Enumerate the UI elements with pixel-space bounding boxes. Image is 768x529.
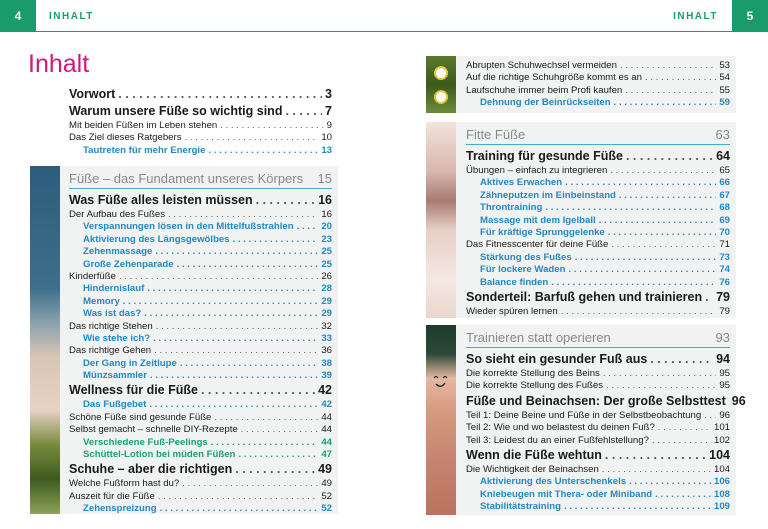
toc-entry-page: 76 bbox=[719, 276, 730, 288]
toc-entry[interactable] bbox=[466, 190, 730, 202]
toc-entry[interactable] bbox=[466, 148, 730, 165]
toc-entry[interactable] bbox=[69, 296, 332, 308]
toc-entry-title: Verspannungen lösen in den Mittelfußstrahlen bbox=[83, 221, 294, 233]
toc-entry-title: Große Zehenparade bbox=[83, 258, 174, 270]
toc-entry-title: Der Aufbau des Fußes bbox=[69, 209, 165, 220]
toc-entry-title: Sonderteil: Barfuß gehen und trainieren bbox=[466, 289, 703, 304]
toc-entry-title: Kinderfüße bbox=[69, 270, 116, 282]
toc-entry-title: Dehnung der Beinrückseiten bbox=[480, 97, 611, 109]
right-page bbox=[384, 0, 768, 529]
section-heading bbox=[466, 329, 730, 348]
toc-entry-page: 74 bbox=[719, 264, 730, 276]
page-number: 5 bbox=[732, 0, 768, 32]
toc-entry[interactable] bbox=[69, 103, 332, 120]
dot-leader bbox=[629, 476, 711, 488]
dot-leader bbox=[606, 380, 716, 392]
toc-entry-page: 16 bbox=[321, 209, 332, 220]
toc-section bbox=[69, 170, 332, 516]
dot-leader bbox=[545, 202, 716, 214]
toc-entry[interactable] bbox=[69, 192, 332, 209]
section-heading-page: 93 bbox=[715, 330, 730, 345]
toc-entry-title: Zehenmassage bbox=[83, 246, 153, 258]
toc-entry[interactable] bbox=[69, 503, 332, 515]
toc-entry-page: 20 bbox=[321, 221, 332, 233]
toc-entry-page: 67 bbox=[719, 189, 730, 201]
dot-leader bbox=[256, 192, 315, 209]
toc-entry-page: 32 bbox=[321, 320, 332, 332]
toc-entry-page: 28 bbox=[321, 283, 332, 295]
dot-leader bbox=[704, 410, 716, 422]
toc-entry[interactable] bbox=[69, 382, 332, 399]
toc-entry[interactable] bbox=[466, 97, 730, 109]
toc-entry-title: Auszeit für die Füße bbox=[69, 490, 155, 502]
header-rule bbox=[384, 31, 732, 32]
toc-entry[interactable] bbox=[69, 491, 332, 503]
toc-entry-page: 54 bbox=[719, 72, 730, 84]
dot-leader bbox=[626, 148, 713, 165]
dot-leader bbox=[158, 491, 318, 503]
daisy-photo bbox=[426, 56, 456, 113]
toc-continued bbox=[466, 60, 730, 110]
toc-entry-page: 66 bbox=[719, 177, 730, 189]
toc-entry-page: 79 bbox=[716, 289, 730, 304]
dot-leader bbox=[551, 277, 716, 289]
dot-leader bbox=[177, 259, 319, 271]
dot-leader bbox=[201, 382, 315, 399]
dot-leader bbox=[160, 503, 319, 515]
toc-entry-title: Übungen – einfach zu integrieren bbox=[466, 165, 608, 176]
toc-entry-title: Das Ziel dieses Ratgebers bbox=[69, 132, 182, 144]
toc-entry-title: Zähneputzen im Einbeinstand bbox=[480, 189, 616, 201]
toc-entry-page: 29 bbox=[321, 308, 332, 320]
section-heading-page: 63 bbox=[715, 127, 730, 142]
dot-leader bbox=[561, 306, 717, 318]
toc-entry-page: 33 bbox=[321, 332, 332, 344]
toc-entry-title: Selbst gemacht – schnelle DIY-Rezepte bbox=[69, 424, 238, 436]
toc-entry-title: Laufschuhe immer beim Profi kaufen bbox=[466, 84, 623, 96]
dot-leader bbox=[605, 447, 706, 464]
toc-entry-page: 47 bbox=[321, 449, 332, 461]
toc-entry[interactable] bbox=[69, 145, 332, 157]
dot-leader bbox=[599, 215, 717, 227]
toc-entry[interactable] bbox=[466, 165, 730, 177]
toc-entry-page: 44 bbox=[321, 424, 332, 436]
dot-leader bbox=[153, 333, 318, 345]
toc-entry-page: 69 bbox=[719, 214, 730, 226]
dot-leader bbox=[123, 296, 319, 308]
toc-entry-title: Schöne Füße sind gesunde Füße bbox=[69, 411, 212, 423]
dot-leader bbox=[645, 72, 716, 84]
toc-entry[interactable] bbox=[466, 422, 730, 434]
toc-entry-title: Wellness für die Füße bbox=[69, 383, 198, 398]
toc-entry[interactable] bbox=[466, 72, 730, 84]
toc-entry-page: 42 bbox=[318, 383, 332, 398]
toc-entry-page: 7 bbox=[325, 104, 332, 118]
toc-entry-title: Aktivierung des Unterschenkels bbox=[480, 476, 627, 488]
toc-entry-page: 23 bbox=[321, 233, 332, 245]
toc-entry-title: Vorwort bbox=[69, 87, 116, 101]
toc-entry-page: 52 bbox=[321, 490, 332, 502]
toc-entry[interactable] bbox=[466, 435, 730, 447]
dot-leader bbox=[568, 264, 716, 276]
toc-entry-page: 65 bbox=[719, 165, 730, 176]
toc-entry[interactable] bbox=[69, 321, 332, 333]
toc-entry-page: 96 bbox=[719, 409, 730, 421]
toc-entry-title: Schuhe – aber die richtigen bbox=[69, 462, 233, 477]
toc-entry-title: Die Wichtigkeit der Beinachsen bbox=[466, 463, 599, 475]
section-heading-page: 15 bbox=[317, 171, 332, 186]
toc-entry[interactable] bbox=[466, 289, 730, 306]
toc-entry-title: Für lockere Waden bbox=[480, 264, 566, 276]
toc-entry[interactable] bbox=[466, 239, 730, 251]
toc-entry[interactable] bbox=[69, 246, 332, 258]
dot-leader bbox=[208, 145, 318, 157]
dot-leader bbox=[241, 424, 319, 436]
toc-entry-title: Die korrekte Stellung des Beins bbox=[466, 368, 600, 379]
toc-entry[interactable] bbox=[69, 132, 332, 144]
dot-leader bbox=[603, 368, 716, 380]
toc-entry-page: 95 bbox=[719, 380, 730, 392]
toc-entry[interactable] bbox=[466, 202, 730, 214]
dot-leader bbox=[149, 399, 318, 411]
feet-photo bbox=[30, 166, 60, 514]
toc-section bbox=[466, 126, 730, 318]
toc-entry[interactable] bbox=[69, 221, 332, 233]
toc-entry-page: 106 bbox=[713, 476, 730, 488]
toc-entry-page: 10 bbox=[321, 132, 332, 144]
toc-entry-title: Das richtige Stehen bbox=[69, 320, 153, 332]
dot-leader bbox=[155, 246, 318, 258]
toc-entry-page: 95 bbox=[719, 368, 730, 379]
dot-leader bbox=[610, 165, 716, 177]
smiling-finger-photo bbox=[426, 325, 456, 515]
toc-entry[interactable] bbox=[69, 370, 332, 382]
dot-leader bbox=[150, 370, 318, 382]
toc-entry-title: Abrupten Schuhwechsel vermeiden bbox=[466, 60, 617, 71]
toc-entry-page: 59 bbox=[719, 97, 730, 109]
toc-entry[interactable] bbox=[466, 306, 730, 318]
toc-entry-title: Aktives Erwachen bbox=[480, 177, 563, 189]
page-number: 4 bbox=[0, 0, 36, 32]
toc-entry-page: 104 bbox=[713, 463, 730, 475]
toc-entry-page: 102 bbox=[713, 434, 730, 446]
toc-entry[interactable] bbox=[466, 447, 730, 464]
toc-entry[interactable] bbox=[69, 437, 332, 449]
dot-leader bbox=[235, 461, 315, 478]
toc-entry-title: Wieder spüren lernen bbox=[466, 305, 558, 317]
dot-leader bbox=[144, 308, 318, 320]
toc-entry-page: 39 bbox=[321, 370, 332, 382]
toc-entry-title: Memory bbox=[83, 295, 120, 307]
toc-entry-page: 44 bbox=[321, 411, 332, 423]
toc-entry-page: 26 bbox=[321, 270, 332, 282]
header-rule bbox=[36, 31, 384, 32]
running-head: INHALT bbox=[673, 11, 718, 22]
dot-leader bbox=[625, 85, 716, 97]
toc-entry[interactable] bbox=[466, 252, 730, 264]
toc-entry-title: Balance finden bbox=[480, 276, 549, 288]
toc-entry-title: Welche Fußform hast du? bbox=[69, 478, 180, 490]
toc-entry-title: Teil 2: Wie und wo belastest du deinen Fuß? bbox=[466, 422, 655, 434]
toc-entry-page: 44 bbox=[321, 436, 332, 448]
toc-entry-title: Stärkung des Fußes bbox=[480, 251, 572, 263]
running-head: INHALT bbox=[49, 11, 94, 22]
toc-entry-title: Wenn die Füße wehtun bbox=[466, 447, 602, 462]
toc-entry-title: Was ist das? bbox=[83, 308, 142, 320]
toc-entry[interactable] bbox=[69, 424, 332, 436]
toc-entry-page: 101 bbox=[713, 422, 730, 434]
toc-entry-title: Training für gesunde Füße bbox=[466, 149, 623, 163]
toc-entry[interactable] bbox=[69, 259, 332, 271]
toc-entry-page: 36 bbox=[321, 345, 332, 357]
toc-entry[interactable] bbox=[69, 308, 332, 320]
toc-entry-title: Tautreten für mehr Energie bbox=[83, 144, 206, 156]
toc-entry[interactable] bbox=[466, 393, 746, 410]
toc-entry-title: So sieht ein gesunder Fuß aus bbox=[466, 352, 648, 366]
toc-entry[interactable] bbox=[466, 227, 730, 239]
toc-entry-page: 3 bbox=[325, 87, 332, 101]
toc-entry[interactable] bbox=[466, 476, 730, 488]
dot-leader bbox=[285, 103, 322, 120]
toc-entry-title: Throntraining bbox=[480, 202, 543, 214]
dot-leader bbox=[652, 435, 711, 447]
toc-entry-page: 53 bbox=[719, 60, 730, 71]
toc-entry-page: 38 bbox=[321, 357, 332, 369]
page-title: Inhalt bbox=[28, 50, 90, 78]
toc-entry[interactable] bbox=[69, 333, 332, 345]
toc-entry-title: Das Fußgebet bbox=[83, 399, 147, 411]
toc-entry[interactable] bbox=[69, 345, 332, 357]
dot-leader bbox=[611, 239, 716, 251]
toc-entry[interactable] bbox=[466, 410, 730, 422]
toc-entry-title: Wie stehe ich? bbox=[83, 332, 151, 344]
toc-entry[interactable] bbox=[69, 271, 332, 283]
toc-entry[interactable] bbox=[69, 209, 332, 221]
toc-entry-page: 49 bbox=[318, 462, 332, 477]
toc-entry-page: 94 bbox=[716, 352, 730, 366]
toc-entry-page: 55 bbox=[719, 84, 730, 96]
toc-entry-title: Schüttel-Lotion bei müden Füßen bbox=[83, 449, 236, 461]
toc-entry[interactable] bbox=[466, 60, 730, 72]
toc-entry-page: 79 bbox=[719, 305, 730, 317]
dot-leader bbox=[214, 412, 318, 424]
toc-entry-page: 108 bbox=[713, 488, 730, 500]
section-heading bbox=[69, 170, 332, 189]
dot-leader bbox=[211, 437, 319, 449]
toc-entry-title: Stabilitätstraining bbox=[480, 501, 562, 513]
dot-leader bbox=[650, 351, 713, 368]
toc-entry-title: Das Fitnesscenter für deine Füße bbox=[466, 239, 609, 251]
toc-entry-title: Teil 3: Leidest du an einer Fußfehlstellung? bbox=[466, 434, 649, 446]
toc-entry-page: 73 bbox=[719, 251, 730, 263]
toc-entry[interactable] bbox=[466, 501, 730, 513]
dot-leader bbox=[297, 221, 319, 233]
dot-leader bbox=[608, 227, 717, 239]
section-box-continued bbox=[426, 56, 736, 113]
toc-entry-page: 96 bbox=[731, 393, 746, 408]
toc-entry-title: Teil 1: Deine Beine und Füße in der Selbstbeobachtung bbox=[466, 409, 702, 421]
toc-entry[interactable] bbox=[466, 277, 730, 289]
toc-entry-page: 49 bbox=[321, 478, 332, 490]
dot-leader bbox=[655, 489, 711, 501]
foot-photo bbox=[426, 122, 456, 318]
dot-leader bbox=[620, 60, 716, 72]
dot-leader bbox=[619, 190, 716, 202]
toc-entry-page: 29 bbox=[321, 295, 332, 307]
toc-entry-title: Auf die richtige Schuhgröße kommt es an bbox=[466, 72, 642, 84]
toc-entry[interactable] bbox=[466, 264, 730, 276]
dot-leader bbox=[185, 132, 319, 144]
section-heading bbox=[466, 126, 730, 145]
toc-entry[interactable] bbox=[69, 86, 332, 103]
toc-section bbox=[466, 329, 746, 514]
toc-entry[interactable] bbox=[69, 449, 332, 461]
toc-entry-page: 25 bbox=[321, 258, 332, 270]
dot-leader bbox=[147, 283, 318, 295]
toc-entry[interactable] bbox=[69, 399, 332, 411]
section-box-fundament bbox=[30, 166, 338, 514]
toc-entry-page: 68 bbox=[719, 202, 730, 214]
section-box-trainieren bbox=[426, 325, 746, 515]
toc-entry-title: Füße und Beinachsen: Der große Selbsttest bbox=[466, 393, 726, 408]
dot-leader bbox=[614, 97, 717, 109]
toc-entry-title: Verschiedene Fuß-Peelings bbox=[83, 436, 208, 448]
toc-entry-page: 71 bbox=[719, 239, 730, 251]
toc-entry-title: Mit beiden Füßen im Leben stehen bbox=[69, 120, 218, 131]
dot-leader bbox=[220, 120, 323, 132]
toc-entry-title: Massage mit dem Igelball bbox=[480, 214, 596, 226]
toc-entry-page: 16 bbox=[318, 193, 332, 207]
dot-leader bbox=[705, 289, 713, 306]
toc-entry[interactable] bbox=[466, 215, 730, 227]
toc-entry-title: Hindernislauf bbox=[83, 283, 145, 295]
dot-leader bbox=[565, 177, 716, 189]
toc-entry[interactable] bbox=[69, 234, 332, 246]
toc-entry[interactable] bbox=[69, 283, 332, 295]
dot-leader bbox=[658, 422, 711, 434]
dot-leader bbox=[180, 358, 319, 370]
dot-leader bbox=[182, 478, 318, 490]
toc-entry-title: Zehenspreizung bbox=[83, 503, 157, 515]
toc-entry-title: Münzsammler bbox=[83, 370, 147, 382]
toc-entry-page: 104 bbox=[709, 447, 730, 462]
smiley-face-icon bbox=[432, 373, 450, 391]
toc-entry[interactable] bbox=[69, 478, 332, 490]
toc-entry[interactable] bbox=[466, 85, 730, 97]
toc-entry[interactable] bbox=[466, 380, 730, 392]
toc-entry-title: Kniebeugen mit Thera- oder Miniband bbox=[480, 488, 653, 500]
dot-leader bbox=[602, 464, 711, 476]
toc-entry-title: Aktivierung des Längsgewölbes bbox=[83, 233, 230, 245]
toc-entry-title: Warum unsere Füße so wichtig sind bbox=[69, 104, 283, 118]
toc-entry-page: 70 bbox=[719, 226, 730, 238]
toc-entry[interactable] bbox=[69, 412, 332, 424]
toc-entry-title: Was Füße alles leisten müssen bbox=[69, 193, 253, 207]
section-heading-title: Trainieren statt operieren bbox=[466, 330, 611, 345]
toc-entry-page: 25 bbox=[321, 246, 332, 258]
toc-entry[interactable] bbox=[466, 464, 730, 476]
toc-entry-title: Für kräftige Sprunggelenke bbox=[480, 226, 605, 238]
dot-leader bbox=[238, 449, 318, 461]
toc-entry[interactable] bbox=[69, 120, 332, 132]
toc-intro bbox=[69, 86, 332, 157]
toc-entry[interactable] bbox=[466, 368, 730, 380]
section-box-fitte-fuesse bbox=[426, 122, 736, 318]
section-heading-title: Fitte Füße bbox=[466, 127, 526, 142]
toc-entry-page: 109 bbox=[713, 501, 730, 513]
toc-entry-page: 9 bbox=[326, 120, 332, 131]
dot-leader bbox=[119, 271, 318, 283]
dot-leader bbox=[575, 252, 717, 264]
toc-entry-title: Das richtige Gehen bbox=[69, 345, 152, 357]
dot-leader bbox=[156, 321, 319, 333]
toc-entry[interactable] bbox=[466, 177, 730, 189]
toc-entry-page: 52 bbox=[321, 503, 332, 515]
dot-leader bbox=[118, 86, 322, 103]
dot-leader bbox=[168, 209, 318, 221]
toc-entry-page: 64 bbox=[716, 149, 730, 163]
toc-entry[interactable] bbox=[466, 489, 730, 501]
toc-entry-title: Die korrekte Stellung des Fußes bbox=[466, 380, 604, 392]
toc-entry[interactable] bbox=[69, 358, 332, 370]
section-heading-title: Füße – das Fundament unseres Körpers bbox=[69, 171, 304, 186]
toc-entry-title: Der Gang in Zeitlupe bbox=[83, 357, 177, 369]
dot-leader bbox=[233, 234, 319, 246]
toc-entry[interactable] bbox=[466, 351, 730, 368]
toc-entry[interactable] bbox=[69, 461, 332, 478]
toc-entry-page: 13 bbox=[321, 144, 332, 156]
dot-leader bbox=[564, 501, 711, 513]
toc-entry-page: 42 bbox=[321, 399, 332, 411]
dot-leader bbox=[154, 345, 318, 357]
